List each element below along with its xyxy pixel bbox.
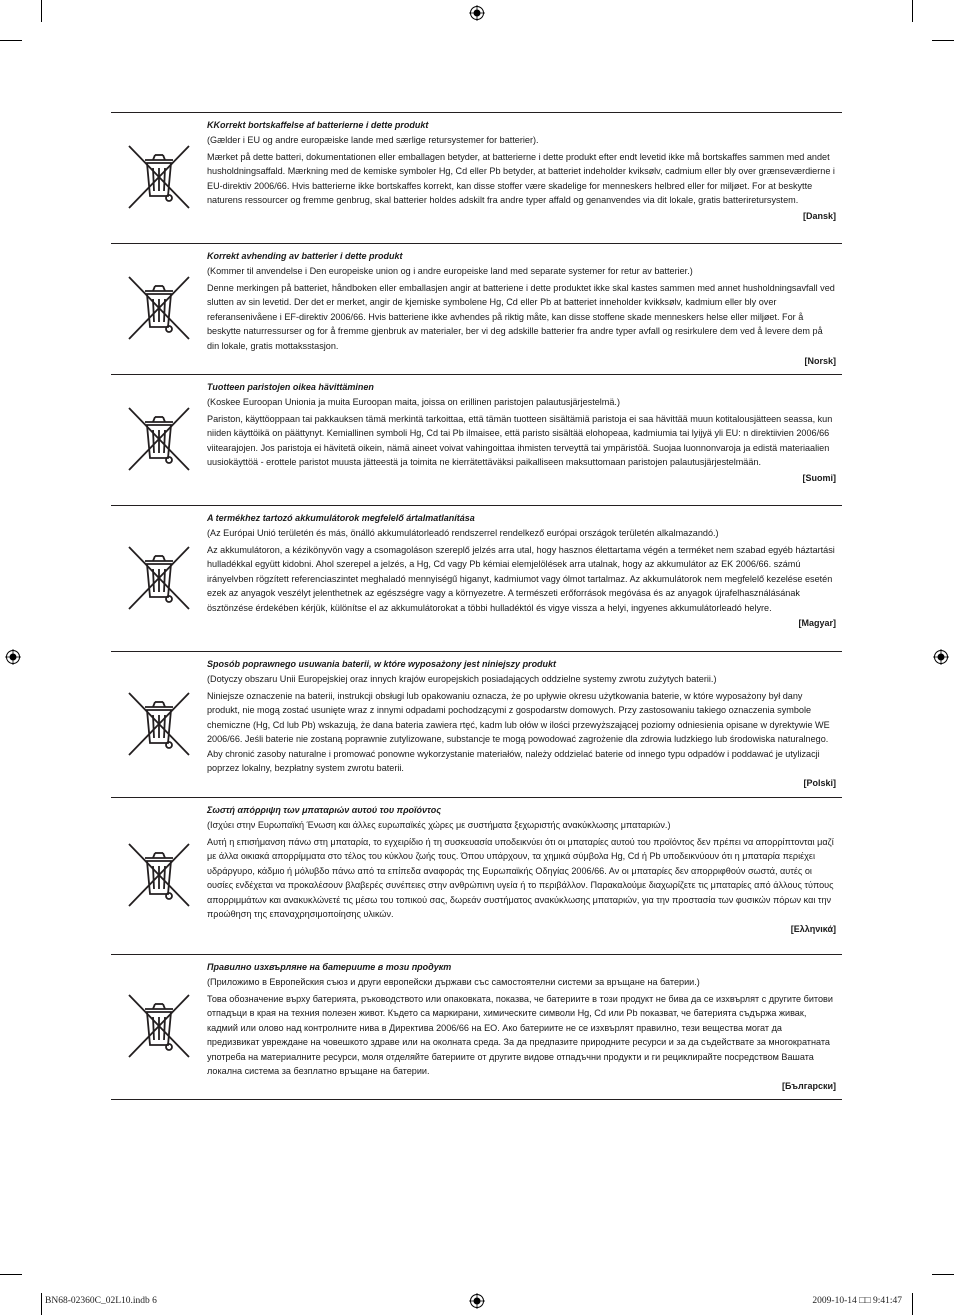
section-body: Az akkumulátoron, a kézikönyvön vagy a csomagoláson szereplő jelzés arra utal, hogy hasznos élettartama végén a terméket nem szabad egyéb háztartási hulladékkal együtt kidobni. Ahol szerepel a jelzés, a Hg, Cd vagy Pb kémiai elemjelölések arra utalnak, hogy az akkumulátor az EK 2006/66. számú irányelvben rögzített referenciaszintet meghaladó mennyiségű higanyt, kadmiumot vagy ólmot tartalmaz. Az akkumulátorok nem megfelelő kezelése esetén ezek az anyagok veszélyt jelenthetnek az egészségre vagy a környezetre. A természeti erőforrások megóvása és az anyagok újrafelhasználásának ösztönzése érdekében kérjük, különítse el az akkumulátorokat a többi hulladéktól és vigye vissza a helyi, ingyenes akkumulátorleadó helyre. [207, 545, 835, 613]
section-scope-note: (Ισχύει στην Ευρωπαϊκή Ένωση και άλλες ευρωπαϊκές χώρες με συστήματα ξεχωριστής ανακύκλωσης μπαταριών.) [207, 820, 671, 830]
section-suomi [111, 374, 842, 505]
registration-mark-icon [5, 649, 21, 665]
crossed-out-wheelie-bin-icon [127, 993, 191, 1061]
section-body: Αυτή η επισήμανση πάνω στη μπαταρία, το εγχειρίδιο ή τη συσκευασία υποδεικνύει ότι οι μπαταρίες αυτού του προϊόντος δεν πρέπει να απορρίπτονται μαζί με άλλα οικιακά απορρίμματα στο τέλος του κύκλου ζωής τους. Όπου υπάρχουν, τα χημικά σύμβολα Hg, Cd ή Pb υποδεικνύουν ότι η μπαταρία περιέχει υδράργυρο, κάδμιο ή μόλυβδο πάνω από τα επίπεδα αναφοράς της Ευρωπαϊκής Οδηγίας 2006/66. Αν οι μπαταρίες δεν απορριφθούν σωστά, αυτές οι ουσίες ενδέχεται να προκαλέσουν βλαβερές συνέπειες στην ανθρώπινη υγεία ή το περιβάλλον. Παρακαλούμε διαχωρίζετε τις μπαταρίες από άλλους τύπους απορριμμάτων και ανακυκλώνετέ τις μέσω του τοπικού σας, δωρεάν συστήματος ανακύκλωσης μπαταριών, για την προστασία των φυσικών πόρων και την προώθηση της επαναχρησιμοποίησης υλικών. [207, 837, 834, 920]
crossed-out-wheelie-bin-icon [127, 406, 191, 474]
language-label: [Magyar] [798, 618, 836, 629]
section-text [207, 113, 842, 228]
icon-cell [111, 375, 207, 505]
section-norsk [111, 243, 842, 374]
section-text [207, 375, 842, 490]
section-body: Mærket på dette batteri, dokumentationen eller emballagen betyder, at batterierne i dette produkt efter endt levetid ikke må bortskaffes sammen med andet husholdningsaffald. Mærkning med de kemiske symboler Hg, Cd eller Pb betyder, at batteriet indeholder kviksølv, cadmium eller bly over grænseværdierne i EU-direktiv 2006/66. Hvis batterierne ikke bortskaffes korrekt, kan disse stoffer være skadelige for menneskers helbred eller for miljøet. For at beskytte naturens ressourcer og fremme genbrug, skal batterier holdes adskilt fra andre typer affald og genanvendes via dit lokale, gratis batteriretursystem. [207, 152, 835, 206]
section-scope-note: (Gælder i EU og andre europæiske lande med særlige retursystemer for batterier). [207, 135, 539, 145]
section-text [207, 506, 842, 635]
section-title: A termékhez tartozó akkumulátorok megfelelő ártalmatlanítása [207, 513, 475, 523]
language-label: [Ελληνικά] [790, 924, 836, 935]
section-scope-note: (Koskee Euroopan Unionia ja muita Euroopan maita, joissa on erillinen paristojen palautusjärjestelmä.) [207, 397, 620, 407]
crop-mark [0, 40, 22, 41]
section-title: Korrekt avhending av batterier i dette produkt [207, 251, 403, 261]
section-scope-note: (Az Európai Unió területén és más, önálló akkumulátorleadó rendszerrel rendelkező európai országok területén alkalmazandó.) [207, 528, 719, 538]
language-label: [Dansk] [802, 210, 836, 221]
section-scope-note: (Dotyczy obszaru Unii Europejskiej oraz innych krajów europejskich posiadających oddzielne systemy zwrotu zużytych baterii.) [207, 674, 717, 684]
section-body: Denne merkingen på batteriet, håndboken eller emballasjen angir at batteriene i dette produktet ikke skal kastes sammen med annet husholdningsavfall ved slutten av sin levetid. Der det er merket, angir de kjemiske symbolene Hg, Cd eller Pb at batteriet inneholder kvikksølv, kadmium eller bly over referansenivåene i EF-direktiv 2006/66. Hvis batteriene ikke avhendes på riktig måte, kan disse stoffene skade menneskers helse eller miljøet. For å beskytte naturressurser og for å fremme gjenbruk av materialer, ber vi deg adskille batterier fra andre typer avfall og resirkulere dem ved å levere dem på din lokale, gratis mottaksstasjon. [207, 283, 835, 351]
language-label: [Polski] [803, 778, 836, 789]
section-body: Niniejsze oznaczenie na baterii, instrukcji obsługi lub opakowaniu oznacza, że po upływie okresu użytkowania baterie, w które wyposażony był dany produkt, nie mogą zostać usunięte wraz z innymi odpadami pochodzącymi z gospodarstw domowych. Przy zastosowaniu takiego oznaczenia symbole chemiczne (Hg, Cd lub Pb) wskazują, że dana bateria zawiera rtęć, kadm lub ołów w ilości przewyższającej poziomy odniesienia opisane w dyrektywie WE 2006/66. Jeśli baterie nie zostaną poprawnie zutylizowane, substancje te mogą powodować zagrożenie dla zdrowia ludzkiego lub środowiska naturalnego. Aby chronić zasoby naturalne i promować ponowne wykorzystanie materiałów, należy oddzielać baterie od innego typu odpadów i poddawać je utylizacji poprzez lokalny, bezpłatny system zwrotu baterii. [207, 691, 830, 774]
registration-mark-icon [469, 1293, 485, 1309]
crossed-out-wheelie-bin-icon [127, 691, 191, 759]
crossed-out-wheelie-bin-icon [127, 842, 191, 910]
crop-mark [0, 1274, 22, 1275]
crossed-out-wheelie-bin-icon [127, 144, 191, 212]
crop-mark [912, 1293, 913, 1315]
language-label: [Suomi] [802, 472, 836, 483]
crop-mark [932, 40, 954, 41]
section-scope-note: (Приложимо в Европейския съюз и други европейски държави със самостоятелни системи за връщане на батерии.) [207, 977, 700, 987]
section-text [207, 955, 842, 1098]
section-ellinika [111, 797, 842, 954]
section-body: Pariston, käyttöoppaan tai pakkauksen tämä merkintä tarkoittaa, että tämän tuotteen sisältämiä paristoja ei saa hävittää muun kotitalousjätteen seassa, kun niiden käyttöikä on päättynyt. Kemiallinen symboli Hg, Cd tai Pb ilmaisee, että paristo sisältää elohopeaa, kadmiumia tai lyijyä yli EU: n direktiivien 2006/66 viitearajojen. Jos paristoja ei hävitetä oikein, nämä aineet voivat vahingoittaa ihmisten terveyttä tai ympäristöä. Suojaa luonnonvaroja ja edistä materiaalien uusiokäyttöä - erottele paristot muusta jätteestä ja toimita ne kierrätettäväksi paikalliseen maksuttomaan paristojen palautusjärjestelmään. [207, 414, 833, 468]
section-magyar [111, 505, 842, 651]
language-label: [Norsk] [804, 356, 836, 367]
registration-mark-icon [933, 649, 949, 665]
section-text [207, 652, 842, 795]
icon-cell [111, 798, 207, 954]
footer-timestamp: 2009-10-14 □□ 9:41:47 [812, 1296, 902, 1306]
icon-cell [111, 652, 207, 797]
crop-mark [912, 0, 913, 22]
section-balgarski [111, 954, 842, 1100]
section-title: Tuotteen paristojen oikea hävittäminen [207, 382, 374, 392]
icon-cell [111, 113, 207, 243]
section-text [207, 244, 842, 373]
registration-mark-icon [469, 5, 485, 21]
battery-disposal-list [111, 112, 842, 1100]
crop-mark [932, 1274, 954, 1275]
crossed-out-wheelie-bin-icon [127, 275, 191, 343]
section-title: KKorrekt bortskaffelse af batterierne i dette produkt [207, 120, 429, 130]
section-title: Sposób poprawnego usuwania baterii, w które wyposażony jest niniejszy produkt [207, 659, 557, 669]
section-text [207, 798, 842, 941]
section-body: Това обозначение върху батерията, ръководството или опаковката, показва, че батериите в този продукт не бива да се изхвърлят с другите битови отпадъци в края на техния полезен живот. Където са маркирани, химическите символи Hg, Cd или Pb показват, че батерията съдържа живак, кадмий или олово над контролните нива в Директива 2006/66 на ЕО. Ако батериите не се изхвърлят правилно, тези вещества могат да предизвикат увреждане на човешкото здраве или на околната среда. За да предпазите природните ресурси и за да съдействате за многократната употреба на материалните ресурси, моля отделяйте батериите от другите видове отпадъчни продукти и ги рециклирайте посредством Вашата локална система за безплатно връщане на батерии. [207, 994, 833, 1077]
section-title: Σωστή απόρριψη των μπαταριών αυτού του προϊόντος [207, 805, 441, 815]
section-polski [111, 651, 842, 797]
icon-cell [111, 506, 207, 651]
section-title: Правилно изхвърляне на батериите в този продукт [207, 962, 452, 972]
crop-mark [41, 0, 42, 22]
section-scope-note: (Kommer til anvendelse i Den europeiske union og i andre europeiske land med separate systemer for retur av batterier.) [207, 266, 693, 276]
icon-cell [111, 955, 207, 1099]
footer-file-info: BN68-02360C_02L10.indb 6 [45, 1296, 157, 1306]
crossed-out-wheelie-bin-icon [127, 545, 191, 613]
language-label: [Български] [781, 1081, 836, 1092]
crop-mark [41, 1293, 42, 1315]
section-dansk [111, 112, 842, 243]
icon-cell [111, 244, 207, 374]
